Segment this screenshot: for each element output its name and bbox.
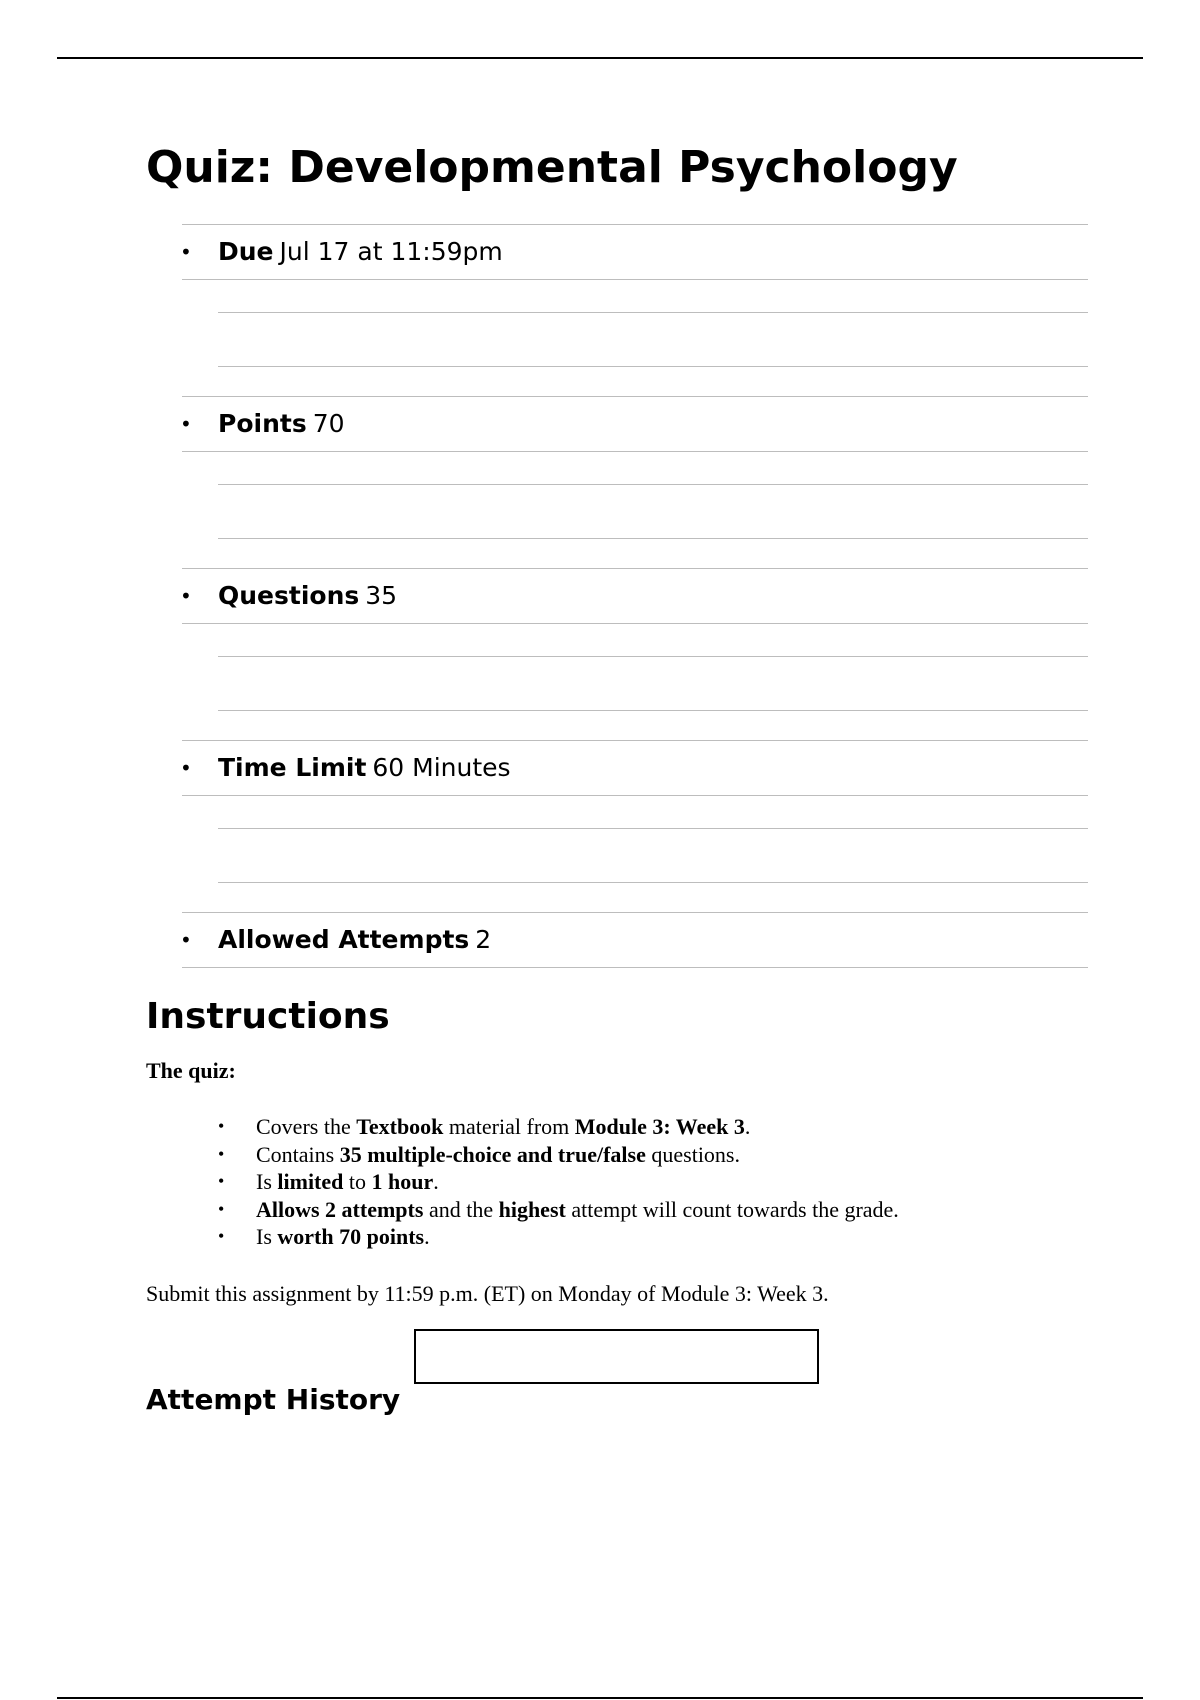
detail-label: Due xyxy=(218,237,274,266)
attempt-history-heading: Attempt History xyxy=(146,1383,401,1416)
divider xyxy=(218,538,1088,539)
divider xyxy=(218,656,1088,657)
bullet-icon: • xyxy=(218,1143,225,1164)
detail-label: Allowed Attempts xyxy=(218,925,470,954)
bottom-rule xyxy=(57,1697,1143,1699)
bullet-icon: • xyxy=(180,584,192,608)
bullet-icon: • xyxy=(218,1226,225,1246)
detail-row xyxy=(182,224,1088,280)
bullet-icon: • xyxy=(218,1116,225,1136)
instructions-heading: Instructions xyxy=(146,996,390,1037)
detail-label: Points xyxy=(218,409,307,438)
detail-due xyxy=(182,224,1088,396)
detail-row xyxy=(182,740,1088,796)
attempt-history-box xyxy=(414,1329,819,1384)
top-rule xyxy=(57,57,1143,59)
bullet-icon: • xyxy=(218,1171,225,1191)
detail-value: 35 xyxy=(365,581,398,610)
quiz-details-list xyxy=(182,224,1088,970)
divider xyxy=(218,882,1088,883)
divider xyxy=(218,484,1088,485)
detail-row xyxy=(182,396,1088,452)
detail-value: 70 xyxy=(312,409,345,438)
detail-row xyxy=(182,568,1088,624)
detail-value: 60 Minutes xyxy=(372,753,511,782)
divider xyxy=(218,366,1088,367)
detail-allowed-attempts xyxy=(182,912,1088,970)
divider xyxy=(218,828,1088,829)
detail-questions xyxy=(182,568,1088,740)
detail-label: Questions xyxy=(218,581,360,610)
divider xyxy=(218,312,1088,313)
divider xyxy=(218,710,1088,711)
submission-note: Submit this assignment by 11:59 p.m. (ET) on Monday of Module 3: Week 3. xyxy=(146,1281,829,1306)
page-title: Quiz: Developmental Psychology xyxy=(146,142,958,193)
bullet-icon: • xyxy=(180,412,192,436)
detail-value: 2 xyxy=(475,925,492,954)
detail-label: Time Limit xyxy=(218,753,367,782)
detail-points xyxy=(182,396,1088,568)
detail-row xyxy=(182,912,1088,968)
bullet-icon: • xyxy=(180,928,192,952)
bullet-icon: • xyxy=(180,756,192,780)
detail-time-limit xyxy=(182,740,1088,912)
bullet-icon: • xyxy=(180,240,192,264)
instructions-intro: The quiz: xyxy=(146,1058,236,1083)
bullet-icon: • xyxy=(218,1198,225,1219)
detail-value: Jul 17 at 11:59pm xyxy=(279,237,503,266)
